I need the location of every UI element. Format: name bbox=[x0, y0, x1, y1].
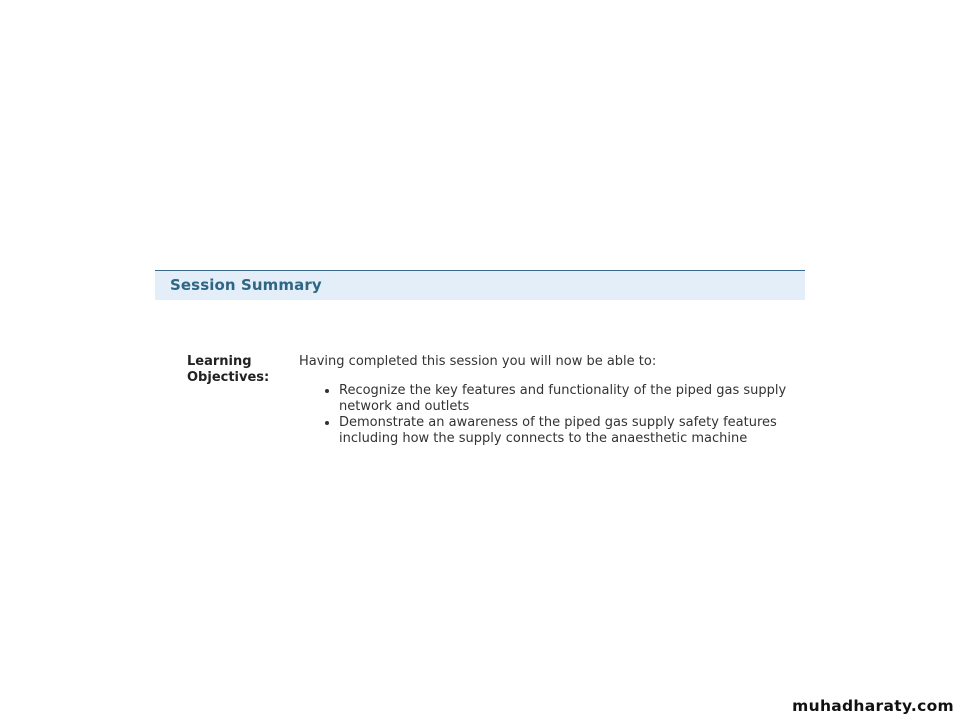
section-title: Session Summary bbox=[170, 276, 322, 294]
objective-item: • Demonstrate an awareness of the piped gas supply safety features including how the supply connects to the anaesthetic machine bbox=[339, 415, 804, 447]
learning-objectives-content bbox=[299, 354, 804, 447]
objectives-list bbox=[299, 383, 804, 447]
site-watermark: muhadharaty.com bbox=[792, 697, 954, 715]
objective-item: • Recognize the key features and functionality of the piped gas supply network and outlets bbox=[339, 383, 804, 415]
learning-objectives-label: Learning Objectives: bbox=[187, 354, 270, 385]
session-summary-header bbox=[155, 270, 805, 300]
objectives-intro: Having completed this session you will now be able to: bbox=[299, 354, 657, 369]
